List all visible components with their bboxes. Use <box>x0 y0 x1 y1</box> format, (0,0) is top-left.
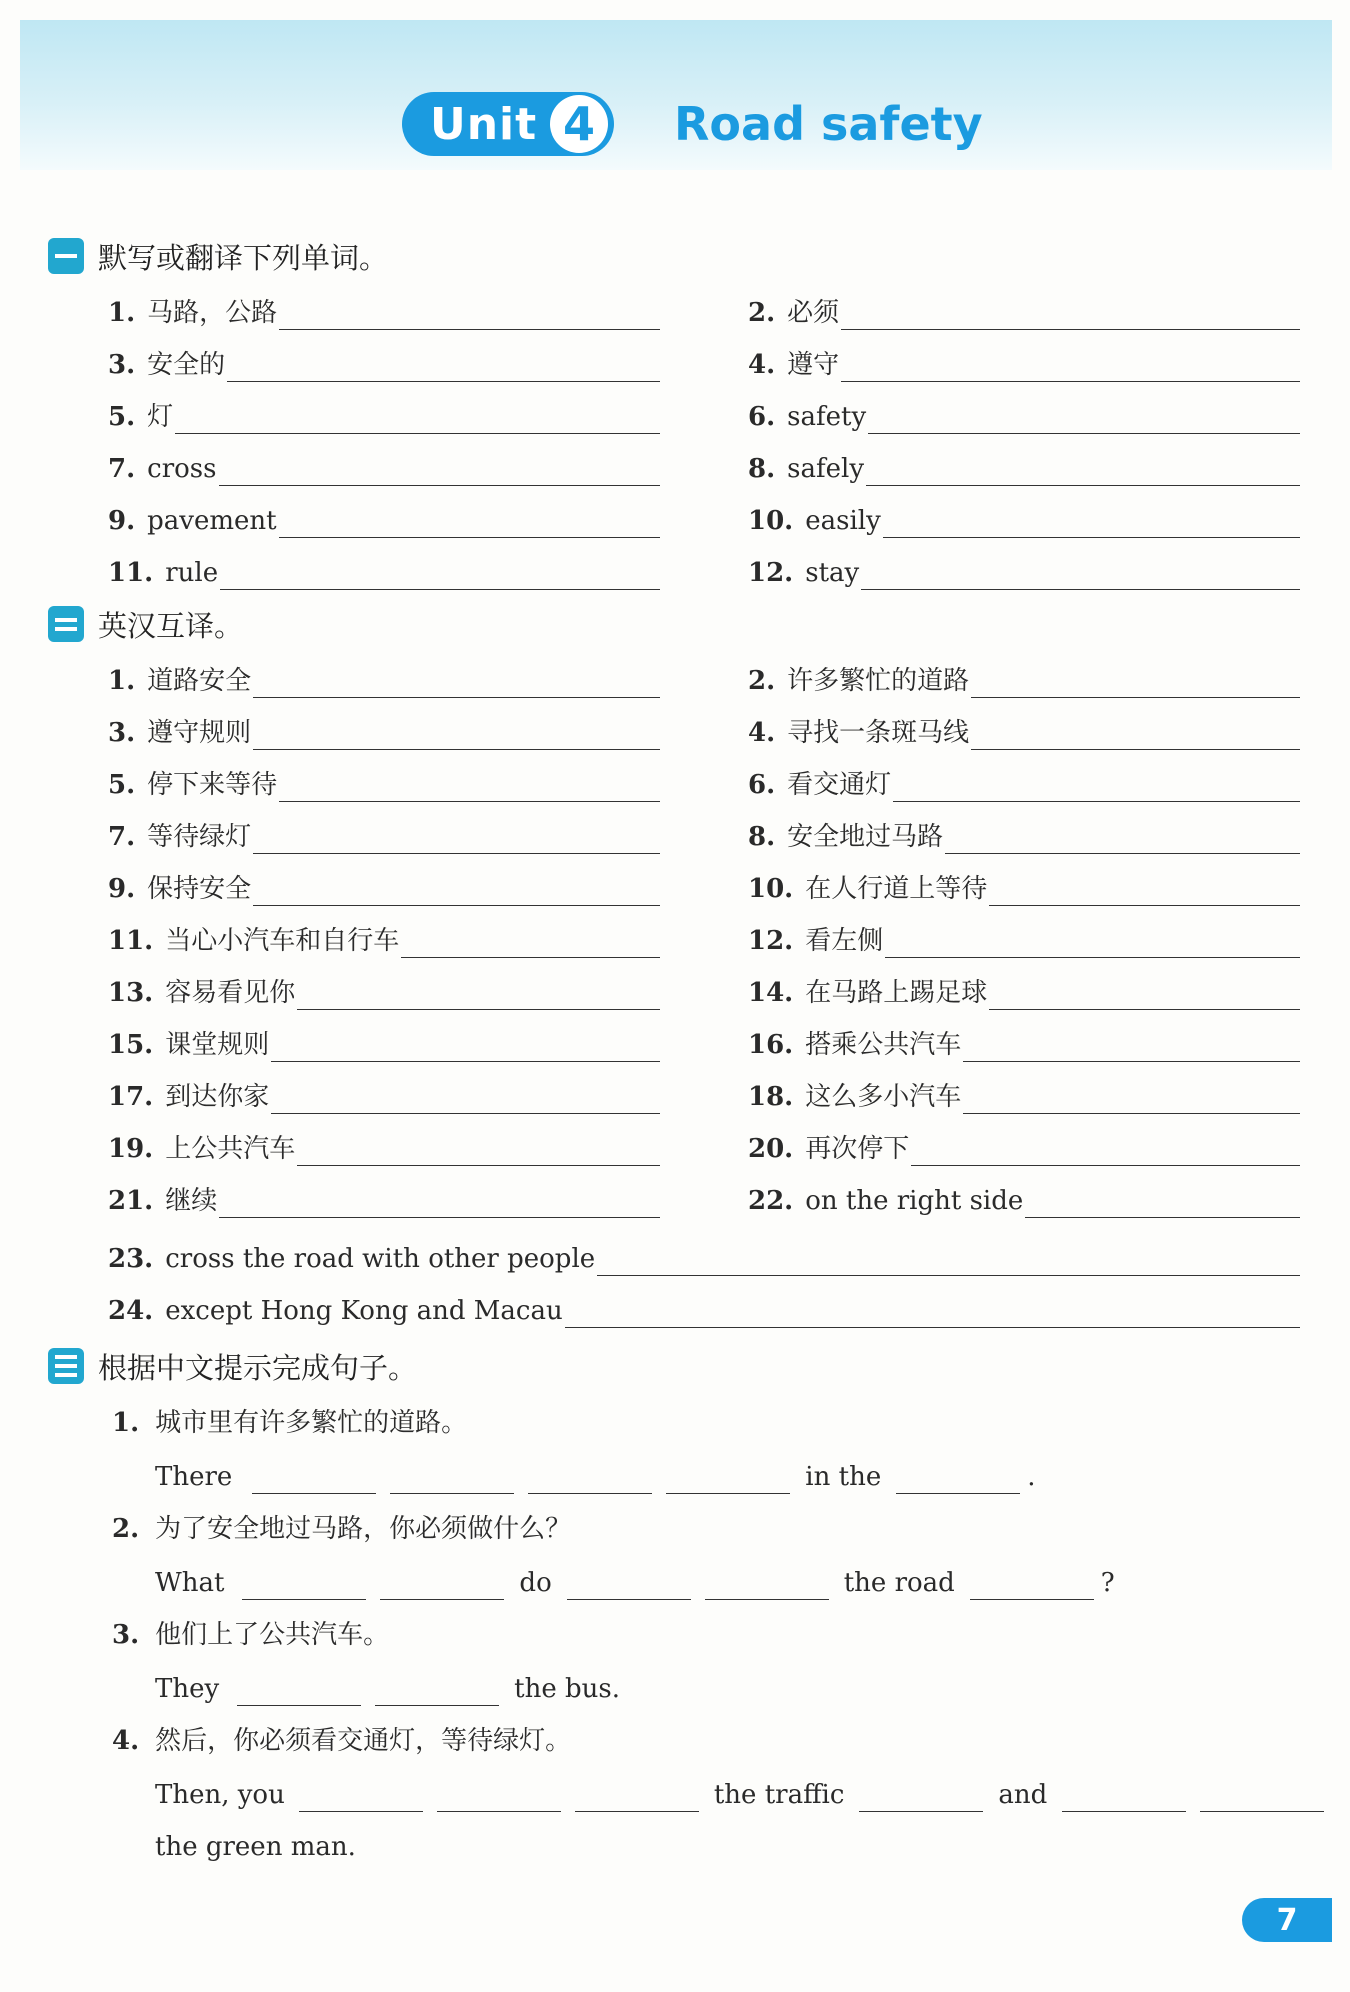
item-num: 12. <box>748 926 794 956</box>
item-text: 等待绿灯 <box>147 822 252 852</box>
answer-line[interactable] <box>866 455 1300 486</box>
item-num: 20. <box>748 1134 794 1164</box>
s1-item-10 <box>748 498 1300 538</box>
s2-item-17 <box>108 1074 660 1114</box>
answer-line[interactable] <box>297 1135 660 1166</box>
sentence-word: ? <box>1100 1568 1115 1598</box>
item-num: 1. <box>112 1408 140 1438</box>
answer-blank[interactable] <box>1062 1781 1186 1812</box>
item-num: 10. <box>748 506 794 536</box>
answer-line[interactable] <box>841 351 1300 382</box>
sentence-cn: 然后，你必须看交通灯，等待绿灯。 <box>155 1726 572 1756</box>
s1-item-3 <box>108 342 660 382</box>
item-text: 上公共汽车 <box>165 1134 296 1164</box>
item-num: 4. <box>748 718 776 748</box>
item-num: 14. <box>748 978 794 1008</box>
s1-item-11 <box>108 550 660 590</box>
item-num: 6. <box>748 402 776 432</box>
item-text: pavement <box>147 506 277 536</box>
sentence-word: There <box>155 1462 233 1492</box>
unit-badge <box>402 92 614 156</box>
item-text: 继续 <box>165 1186 218 1216</box>
section-1-title <box>48 236 388 276</box>
item-num: 4. <box>112 1726 140 1756</box>
item-text: rule <box>165 558 219 588</box>
answer-blank[interactable] <box>299 1781 423 1812</box>
answer-line[interactable] <box>885 927 1300 958</box>
answer-blank[interactable] <box>242 1569 366 1600</box>
s3-sentence-3-cn <box>112 1612 389 1652</box>
unit-title: Road safety <box>674 97 983 151</box>
s2-item-20 <box>748 1126 1300 1166</box>
s1-item-2 <box>748 290 1300 330</box>
item-num: 17. <box>108 1082 154 1112</box>
s2-item-3 <box>108 710 660 750</box>
section-3-title <box>48 1346 417 1386</box>
answer-line[interactable] <box>841 299 1300 330</box>
answer-blank[interactable] <box>237 1675 361 1706</box>
s3-sentence-2-en <box>155 1560 1115 1600</box>
section-1-icon <box>48 238 84 274</box>
s2-item-4 <box>748 710 1300 750</box>
answer-blank[interactable] <box>528 1463 652 1494</box>
item-text: 道路安全 <box>147 666 252 696</box>
section-1-label: 默写或翻译下列单词。 <box>98 240 389 275</box>
item-text: 马路，公路 <box>147 298 278 328</box>
item-text: cross <box>147 454 217 484</box>
item-num: 2. <box>112 1514 140 1544</box>
sentence-word: do <box>519 1568 552 1598</box>
item-num: 4. <box>748 350 776 380</box>
item-text: 安全的 <box>147 350 226 380</box>
item-num: 6. <box>748 770 776 800</box>
answer-line[interactable] <box>989 875 1300 906</box>
item-text: 当心小汽车和自行车 <box>165 926 400 956</box>
item-num: 21. <box>108 1186 154 1216</box>
s2-item-8 <box>748 814 1300 854</box>
item-text: 这么多小汽车 <box>805 1082 962 1112</box>
section-3-label: 根据中文提示完成句子。 <box>98 1350 418 1385</box>
s2-item-2 <box>748 658 1300 698</box>
item-num: 12. <box>748 558 794 588</box>
s3-sentence-4-cn <box>112 1718 571 1758</box>
s2-item-13 <box>108 970 660 1010</box>
item-text: easily <box>805 506 881 536</box>
answer-line[interactable] <box>963 1083 1300 1114</box>
item-num: 7. <box>108 822 136 852</box>
item-text: 在人行道上等待 <box>805 874 988 904</box>
s3-sentence-1-cn <box>112 1400 467 1440</box>
item-num: 19. <box>108 1134 154 1164</box>
item-num: 9. <box>108 506 136 536</box>
answer-line[interactable] <box>279 507 660 538</box>
item-num: 23. <box>108 1244 154 1274</box>
item-text: 停下来等待 <box>147 770 278 800</box>
s3-sentence-2-cn <box>112 1506 571 1546</box>
s2-item-1 <box>108 658 660 698</box>
answer-blank[interactable] <box>437 1781 561 1812</box>
answer-line[interactable] <box>565 1297 1300 1328</box>
sentence-word: What <box>155 1568 225 1598</box>
sentence-cn: 城市里有许多繁忙的道路。 <box>155 1408 468 1438</box>
s1-item-12 <box>748 550 1300 590</box>
answer-line[interactable] <box>271 1083 660 1114</box>
answer-line[interactable] <box>883 507 1300 538</box>
s1-item-5 <box>108 394 660 434</box>
item-num: 3. <box>108 718 136 748</box>
item-text: 寻找一条斑马线 <box>787 718 970 748</box>
answer-line[interactable] <box>219 1187 660 1218</box>
s2-item-11 <box>108 918 660 958</box>
item-num: 11. <box>108 926 154 956</box>
s1-item-9 <box>108 498 660 538</box>
answer-blank[interactable] <box>390 1463 514 1494</box>
answer-line[interactable] <box>597 1245 1300 1276</box>
sentence-word: the green man. <box>155 1832 356 1862</box>
item-text: safely <box>787 454 865 484</box>
item-num: 2. <box>748 666 776 696</box>
section-3-icon <box>48 1348 84 1384</box>
item-num: 8. <box>748 822 776 852</box>
item-num: 1. <box>108 298 136 328</box>
section-2-icon <box>48 606 84 642</box>
item-text: 必须 <box>787 298 840 328</box>
item-text: except Hong Kong and Macau <box>165 1296 563 1326</box>
section-2-title <box>48 604 243 644</box>
answer-line[interactable] <box>253 719 660 750</box>
s2-item-7 <box>108 814 660 854</box>
item-text: 容易看见你 <box>165 978 296 1008</box>
item-num: 3. <box>112 1620 140 1650</box>
s3-sentence-3-en <box>155 1666 628 1706</box>
item-num: 9. <box>108 874 136 904</box>
item-num: 13. <box>108 978 154 1008</box>
answer-line[interactable] <box>861 559 1300 590</box>
sentence-cn: 他们上了公共汽车。 <box>155 1620 390 1650</box>
s2-item-23 <box>108 1236 1300 1276</box>
sentence-cn: 为了安全地过马路，你必须做什么？ <box>155 1514 572 1544</box>
answer-line[interactable] <box>219 455 661 486</box>
s2-item-22 <box>748 1178 1300 1218</box>
item-num: 8. <box>748 454 776 484</box>
s2-item-5 <box>108 762 660 802</box>
item-text: 许多繁忙的道路 <box>787 666 970 696</box>
item-text: 看交通灯 <box>787 770 892 800</box>
s2-item-9 <box>108 866 660 906</box>
item-text: 保持安全 <box>147 874 252 904</box>
answer-blank[interactable] <box>705 1569 829 1600</box>
s1-item-6 <box>748 394 1300 434</box>
s1-item-7 <box>108 446 660 486</box>
s2-item-19 <box>108 1126 660 1166</box>
item-num: 16. <box>748 1030 794 1060</box>
answer-line[interactable] <box>945 823 1300 854</box>
item-text: 到达你家 <box>165 1082 270 1112</box>
answer-line[interactable] <box>868 403 1300 434</box>
answer-line[interactable] <box>271 1031 660 1062</box>
item-text: 再次停下 <box>805 1134 910 1164</box>
answer-blank[interactable] <box>1200 1781 1324 1812</box>
s3-sentence-4-en <box>155 1772 1331 1812</box>
answer-blank[interactable] <box>380 1569 504 1600</box>
item-num: 22. <box>748 1186 794 1216</box>
answer-blank[interactable] <box>252 1463 376 1494</box>
s2-item-16 <box>748 1022 1300 1062</box>
item-text: 看左侧 <box>805 926 884 956</box>
unit-number: 4 <box>550 95 608 153</box>
item-num: 24. <box>108 1296 154 1326</box>
s2-item-6 <box>748 762 1300 802</box>
s2-item-24 <box>108 1288 1300 1328</box>
item-text: 安全地过马路 <box>787 822 944 852</box>
section-2-label: 英汉互译。 <box>98 608 244 643</box>
unit-word: Unit <box>430 98 538 150</box>
s2-item-12 <box>748 918 1300 958</box>
item-num: 10. <box>748 874 794 904</box>
item-num: 5. <box>108 402 136 432</box>
s2-item-21 <box>108 1178 660 1218</box>
s1-item-1 <box>108 290 660 330</box>
answer-line[interactable] <box>989 979 1300 1010</box>
answer-line[interactable] <box>297 979 660 1010</box>
answer-line[interactable] <box>401 927 660 958</box>
answer-line[interactable] <box>893 771 1300 802</box>
item-num: 2. <box>748 298 776 328</box>
item-text: on the right side <box>805 1186 1024 1216</box>
answer-blank[interactable] <box>666 1463 790 1494</box>
page-number: 7 <box>1242 1898 1332 1942</box>
answer-line[interactable] <box>971 719 1300 750</box>
item-num: 7. <box>108 454 136 484</box>
answer-blank[interactable] <box>970 1569 1094 1600</box>
item-text: 遵守 <box>787 350 840 380</box>
answer-line[interactable] <box>971 667 1300 698</box>
item-num: 11. <box>108 558 154 588</box>
item-text: 课堂规则 <box>165 1030 270 1060</box>
s3-sentence-1-en <box>155 1454 1035 1494</box>
sentence-word: the bus. <box>514 1674 621 1704</box>
s3-sentence-4-en-cont <box>155 1824 356 1864</box>
s2-item-15 <box>108 1022 660 1062</box>
sentence-word: in the <box>805 1462 882 1492</box>
answer-line[interactable] <box>220 559 660 590</box>
item-text: safety <box>787 402 867 432</box>
item-text: 灯 <box>147 402 174 432</box>
answer-line[interactable] <box>963 1031 1300 1062</box>
answer-line[interactable] <box>279 771 660 802</box>
item-text: 搭乘公共汽车 <box>805 1030 962 1060</box>
sentence-word: . <box>1027 1462 1036 1492</box>
answer-blank[interactable] <box>375 1675 499 1706</box>
sentence-word: and <box>998 1780 1048 1810</box>
answer-blank[interactable] <box>567 1569 691 1600</box>
answer-line[interactable] <box>253 875 660 906</box>
sentence-word: the road <box>843 1568 955 1598</box>
item-text: stay <box>805 558 860 588</box>
answer-line[interactable] <box>253 667 660 698</box>
answer-line[interactable] <box>175 403 660 434</box>
s1-item-8 <box>748 446 1300 486</box>
sentence-word: They <box>155 1674 220 1704</box>
answer-line[interactable] <box>1025 1187 1300 1218</box>
s2-item-14 <box>748 970 1300 1010</box>
item-num: 1. <box>108 666 136 696</box>
sentence-word: Then, you <box>155 1780 285 1810</box>
item-num: 15. <box>108 1030 154 1060</box>
answer-line[interactable] <box>253 823 660 854</box>
sentence-word: the traffic <box>713 1780 845 1810</box>
s2-item-18 <box>748 1074 1300 1114</box>
answer-line[interactable] <box>911 1135 1300 1166</box>
item-text: 遵守规则 <box>147 718 252 748</box>
s1-item-4 <box>748 342 1300 382</box>
item-num: 5. <box>108 770 136 800</box>
answer-line[interactable] <box>227 351 660 382</box>
item-text: 在马路上踢足球 <box>805 978 988 1008</box>
answer-line[interactable] <box>279 299 660 330</box>
answer-blank[interactable] <box>575 1781 699 1812</box>
answer-blank[interactable] <box>896 1463 1020 1494</box>
s2-item-10 <box>748 866 1300 906</box>
item-num: 3. <box>108 350 136 380</box>
answer-blank[interactable] <box>859 1781 983 1812</box>
item-num: 18. <box>748 1082 794 1112</box>
item-text: cross the road with other people <box>165 1244 596 1274</box>
